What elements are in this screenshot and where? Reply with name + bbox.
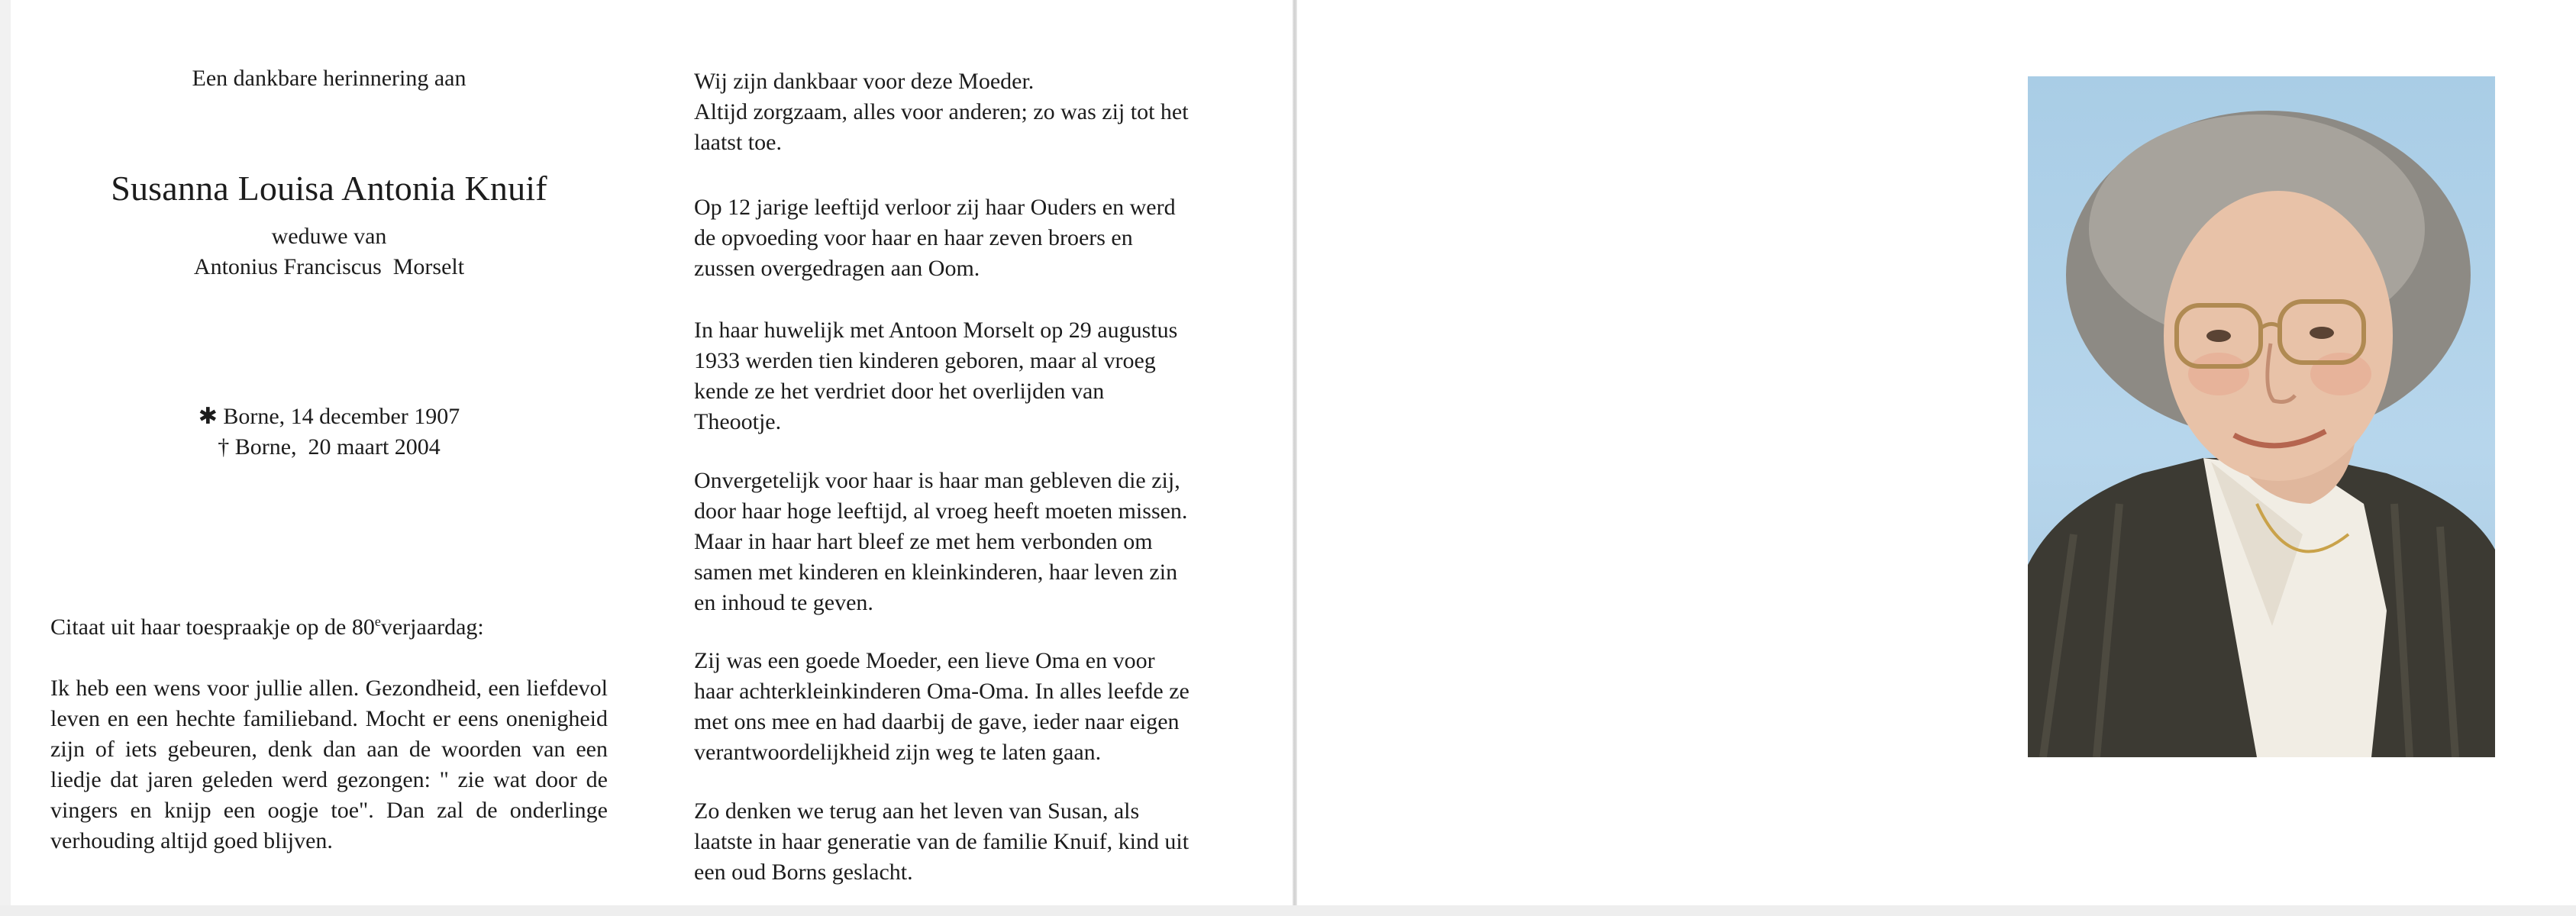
- eye-right: [2310, 327, 2334, 339]
- text-line: Op 12 jarige leeftijd verloor zij haar Ouders en werd: [694, 195, 1176, 220]
- middle-panel: [694, 0, 1251, 905]
- text-line: Wij zijn dankbaar voor deze Moeder.: [694, 69, 1035, 94]
- paragraph-remembrance: [694, 796, 1251, 888]
- birthday-quote: Ik heb een wens voor jullie allen. Gezondheid, een liefdevol leven en een hechte familieband. Mocht er eens onenigheid zijn of iets gebeuren, denk dan aan de woorden van een liedje dat jaren geleden werd gezongen: " zie wat door de vingers en knijp een oogje toe". Dan zal de onderlinge verhouding altijd goed blijven.: [50, 676, 608, 853]
- text-line: Maar in haar hart bleef ze met hem verbonden om: [694, 529, 1153, 554]
- left-panel: [50, 0, 608, 905]
- text-line: laatst toe.: [694, 130, 782, 155]
- text-line: verantwoordelijkheid zijn weg te laten gaan.: [694, 740, 1102, 765]
- paragraph-childhood: [694, 192, 1251, 284]
- deceased-name: Susanna Louisa Antonia Knuif: [111, 169, 547, 208]
- intro-text: Een dankbare herinnering aan: [192, 66, 466, 91]
- card-left-edge: [0, 0, 11, 916]
- text-line: Onvergetelijk voor haar is haar man gebleven die zij,: [694, 468, 1180, 493]
- text-line: laatste in haar generatie van de familie Knuif, kind uit: [694, 829, 1190, 854]
- text-line: In haar huwelijk met Antoon Morselt op 29 augustus: [694, 318, 1178, 343]
- citation-text-pre: Citaat uit haar toespraakje op de 80: [50, 614, 375, 640]
- birth-date: ✱ Borne, 14 december 1907: [198, 404, 460, 429]
- text-line: haar achterkleinkinderen Oma-Oma. In alles leefde ze: [694, 679, 1190, 704]
- paragraph-mother: [694, 646, 1251, 768]
- text-line: 1933 werden tien kinderen geboren, maar al vroeg: [694, 348, 1156, 373]
- paragraph-gratitude: [694, 66, 1251, 158]
- card-bottom-edge: [0, 905, 2576, 916]
- citation-heading: [50, 614, 608, 640]
- text-line: zussen overgedragen aan Oom.: [694, 256, 980, 281]
- widow-of: [50, 221, 608, 282]
- widow-line-1: weduwe van: [271, 224, 387, 249]
- text-line: een oud Borns geslacht.: [694, 860, 913, 885]
- text-line: de opvoeding voor haar en haar zeven broers en: [694, 225, 1133, 250]
- text-line: door haar hoge leeftijd, al vroeg heeft moeten missen.: [694, 498, 1188, 524]
- text-line: Theootje.: [694, 409, 782, 434]
- death-date: † Borne, 20 maart 2004: [218, 434, 441, 460]
- paragraph-husband: [694, 466, 1251, 618]
- cheek-right: [2310, 353, 2371, 395]
- eye-left: [2206, 330, 2231, 342]
- text-line: met ons mee en had daarbij de gave, ieder naar eigen: [694, 709, 1180, 734]
- portrait-illustration: [2028, 76, 2495, 757]
- paragraph-marriage: [694, 315, 1251, 437]
- text-line: Zij was een goede Moeder, een lieve Oma en voor: [694, 648, 1155, 673]
- citation-superscript: e: [374, 614, 381, 629]
- cheek-left: [2188, 353, 2249, 395]
- portrait-photo: [2028, 76, 2495, 757]
- text-line: samen met kinderen en kleinkinderen, haar leven zin: [694, 560, 1178, 585]
- card-fold: [1293, 0, 1297, 916]
- citation-text-post: verjaardag:: [380, 614, 484, 640]
- text-line: Zo denken we terug aan het leven van Susan, als: [694, 798, 1140, 824]
- life-dates: [50, 402, 608, 463]
- spouse-name: Antonius Franciscus Morselt: [193, 254, 465, 279]
- text-line: en inhoud te geven.: [694, 590, 873, 615]
- text-line: kende ze het verdriet door het overlijden van: [694, 379, 1105, 404]
- text-line: Altijd zorgzaam, alles voor anderen; zo was zij tot het: [694, 99, 1189, 124]
